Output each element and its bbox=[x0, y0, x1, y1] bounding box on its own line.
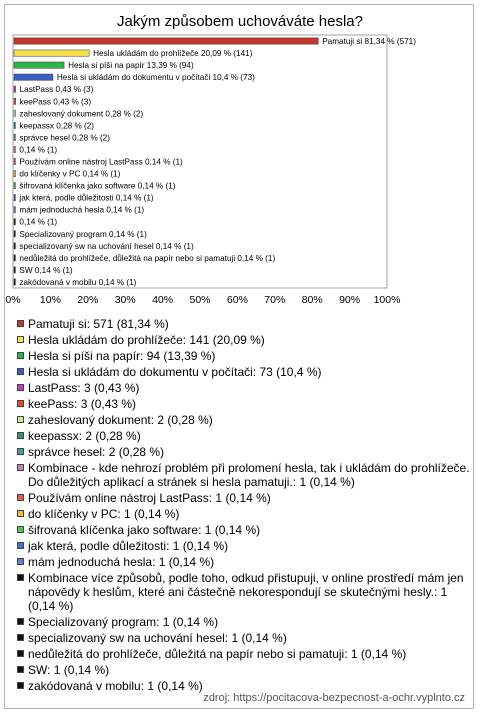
bar-13 bbox=[14, 195, 15, 201]
bar-label-4: LastPass 0,43 % (3) bbox=[19, 85, 94, 95]
x-tick-label-3: 30% bbox=[114, 294, 136, 306]
legend-swatch bbox=[17, 618, 24, 625]
legend-swatch bbox=[17, 336, 24, 343]
bar-16 bbox=[14, 231, 15, 237]
bar-8 bbox=[14, 134, 15, 140]
bar-10 bbox=[14, 158, 15, 164]
legend-label: Pamatuji si: 571 (81,34 %) bbox=[28, 317, 169, 331]
x-tick-label-4: 40% bbox=[152, 294, 174, 306]
x-tick-label-6: 60% bbox=[226, 294, 248, 306]
legend-item bbox=[17, 539, 472, 553]
legend-label: mám jednoduchá hesla: 1 (0,14 %) bbox=[28, 555, 215, 569]
bar-19 bbox=[14, 267, 15, 273]
legend-item bbox=[17, 507, 472, 521]
bar-20 bbox=[14, 279, 15, 285]
legend-swatch bbox=[17, 416, 24, 423]
bar-label-12: šifrovaná klíčenka jako software 0,14 % (1) bbox=[19, 181, 176, 191]
x-tick-label-7: 70% bbox=[264, 294, 286, 306]
legend-item bbox=[17, 631, 472, 645]
legend-item bbox=[17, 349, 472, 363]
bar-label-6: zaheslovaný dokument 0,28 % (2) bbox=[19, 109, 144, 119]
legend-swatch bbox=[17, 574, 24, 581]
bar-label-1: Hesla ukládám do prohlížeče 20,09 % (141) bbox=[93, 49, 253, 59]
legend-item bbox=[17, 461, 472, 489]
legend-swatch bbox=[17, 634, 24, 641]
bar-label-19: SW 0,14 % (1) bbox=[19, 265, 73, 275]
legend-label: Kombinace - kde nehrozí problém při prolomení hesla, tak i ukládám do prohlížeče. Do důležitých aplikací a stránek si hesla pamatuji.: 1 (0,14 %) bbox=[28, 461, 470, 489]
bar-4 bbox=[14, 86, 16, 92]
legend-item bbox=[17, 663, 472, 677]
legend-label: zakódovaná v mobilu: 1 (0,14 %) bbox=[28, 679, 203, 693]
bar-14 bbox=[14, 207, 15, 213]
bar-label-20: zakódovaná v mobilu 0,14 % (1) bbox=[19, 277, 137, 287]
bar-2 bbox=[14, 62, 64, 68]
x-tick-label-9: 90% bbox=[339, 294, 361, 306]
bar-0 bbox=[14, 38, 318, 44]
legend-swatch bbox=[17, 510, 24, 517]
legend-label: keePass: 3 (0,43 %) bbox=[28, 397, 137, 411]
legend-swatch bbox=[17, 352, 24, 359]
bar-6 bbox=[14, 110, 15, 116]
legend-label: LastPass: 3 (0,43 %) bbox=[28, 381, 140, 395]
bar-11 bbox=[14, 170, 15, 176]
legend-label: do klíčenky v PC: 1 (0,14 %) bbox=[28, 507, 180, 521]
bar-5 bbox=[14, 98, 16, 104]
legend-label: zaheslovaný dokument: 2 (0,28 %) bbox=[28, 413, 213, 427]
bar-label-3: Hesla si ukládám do dokumentu v počítači 10,4 % (73) bbox=[56, 73, 255, 83]
x-tick-label-5: 50% bbox=[189, 294, 211, 306]
legend-label: Specializovaný program: 1 (0,14 %) bbox=[28, 615, 219, 629]
bar-label-14: mám jednoduchá hesla 0,14 % (1) bbox=[19, 205, 145, 215]
legend bbox=[17, 317, 472, 695]
legend-label: Hesla si ukládám do dokumentu v počítači: 73 (10,4 %) bbox=[28, 365, 322, 379]
legend-swatch bbox=[17, 320, 24, 327]
x-tick-label-2: 20% bbox=[77, 294, 99, 306]
legend-swatch bbox=[17, 400, 24, 407]
bar-label-7: keepassx 0,28 % (2) bbox=[19, 121, 95, 131]
legend-item bbox=[17, 491, 472, 505]
bar-label-13: jak která, podle důležitosti 0,14 % (1) bbox=[19, 193, 154, 203]
legend-item bbox=[17, 445, 472, 459]
legend-swatch bbox=[17, 494, 24, 501]
legend-label: Používám online nástroj LastPass: 1 (0,14 %) bbox=[28, 491, 271, 505]
legend-swatch bbox=[17, 464, 24, 471]
legend-swatch bbox=[17, 384, 24, 391]
bar-label-18: nedůležitá do prohlížeče, důležitá na papír nebo si pamatuji 0,14 % (1) bbox=[19, 253, 276, 263]
legend-label: Hesla ukládám do prohlížeče: 141 (20,09 %) bbox=[28, 333, 265, 347]
legend-label: nedůležitá do prohlížeče, důležitá na papír nebo si pamatuji: 1 (0,14 %) bbox=[28, 647, 407, 661]
legend-item bbox=[17, 413, 472, 427]
legend-item bbox=[17, 647, 472, 661]
legend-swatch bbox=[17, 682, 24, 689]
legend-swatch bbox=[17, 558, 24, 565]
legend-item bbox=[17, 523, 472, 537]
chart-title: Jakým způsobem uchováváte hesla? bbox=[117, 13, 363, 30]
legend-item bbox=[17, 397, 472, 411]
legend-label: keepassx: 2 (0,28 %) bbox=[28, 429, 141, 443]
source-note: zdroj: https://pocitacova-bezpecnost-a-ochr.vyplnto.cz bbox=[203, 692, 465, 704]
x-axis-ticks bbox=[5, 294, 400, 306]
bar-label-9: 0,14 % (1) bbox=[19, 145, 58, 155]
legend-label: SW: 1 (0,14 %) bbox=[28, 663, 110, 677]
bar-label-11: do klíčenky v PC 0,14 % (1) bbox=[19, 169, 121, 179]
legend-item bbox=[17, 429, 472, 443]
bar-9 bbox=[14, 146, 15, 152]
legend-swatch bbox=[17, 666, 24, 673]
legend-swatch bbox=[17, 542, 24, 549]
bar-17 bbox=[14, 243, 15, 249]
legend-item bbox=[17, 555, 472, 569]
legend-label: jak která, podle důležitosti: 1 (0,14 %) bbox=[28, 539, 229, 553]
bar-label-5: keePass 0,43 % (3) bbox=[19, 97, 92, 107]
legend-label: specializovaný sw na uchování hesel: 1 (0,14 %) bbox=[28, 631, 287, 645]
bar-label-15: 0,14 % (1) bbox=[19, 217, 58, 227]
bar-label-10: Používám online nástroj LastPass 0,14 % (1) bbox=[19, 157, 183, 167]
x-tick-label-0: 0% bbox=[5, 294, 21, 306]
legend-item bbox=[17, 333, 472, 347]
bar-label-8: správce hesel 0,28 % (2) bbox=[19, 133, 110, 143]
bar-label-2: Hesla si píši na papír 13,39 % (94) bbox=[68, 61, 194, 71]
legend-item bbox=[17, 615, 472, 629]
bar-3 bbox=[14, 74, 53, 80]
legend-swatch bbox=[17, 448, 24, 455]
legend-item bbox=[17, 365, 472, 379]
bar-chart bbox=[5, 5, 475, 310]
legend-item bbox=[17, 679, 472, 693]
legend-label: Hesla si píši na papír: 94 (13,39 %) bbox=[28, 349, 216, 363]
bar-15 bbox=[14, 219, 15, 225]
legend-swatch bbox=[17, 368, 24, 375]
legend-item bbox=[17, 571, 472, 613]
bar-label-0: Pamatuji si 81,34 % (571) bbox=[322, 37, 416, 47]
legend-label: šifrovaná klíčenka jako software: 1 (0,14 %) bbox=[28, 523, 261, 537]
bar-1 bbox=[14, 50, 89, 56]
legend-label: správce hesel: 2 (0,28 %) bbox=[28, 445, 165, 459]
bar-label-17: specializovaný sw na uchování hesel 0,14 % (1) bbox=[19, 241, 194, 251]
legend-item bbox=[17, 381, 472, 395]
legend-swatch bbox=[17, 526, 24, 533]
legend-swatch bbox=[17, 650, 24, 657]
legend-label: Kombinace více způsobů, podle toho, odkud přistupuji, v online prostředí mám jen nápovědy k heslům, které ani částečně nekorespondují se skutečnými hesly.: 1 (0,14 %) bbox=[28, 571, 464, 613]
x-tick-label-1: 10% bbox=[39, 294, 61, 306]
legend-item bbox=[17, 317, 472, 331]
x-tick-label-8: 80% bbox=[301, 294, 323, 306]
bar-7 bbox=[14, 122, 15, 128]
legend-swatch bbox=[17, 432, 24, 439]
x-tick-label-10: 100% bbox=[373, 294, 401, 306]
bar-18 bbox=[14, 255, 15, 261]
chart-frame bbox=[4, 4, 474, 709]
bar-12 bbox=[14, 182, 15, 188]
bar-label-16: Specializovaný program 0,14 % (1) bbox=[19, 229, 147, 239]
